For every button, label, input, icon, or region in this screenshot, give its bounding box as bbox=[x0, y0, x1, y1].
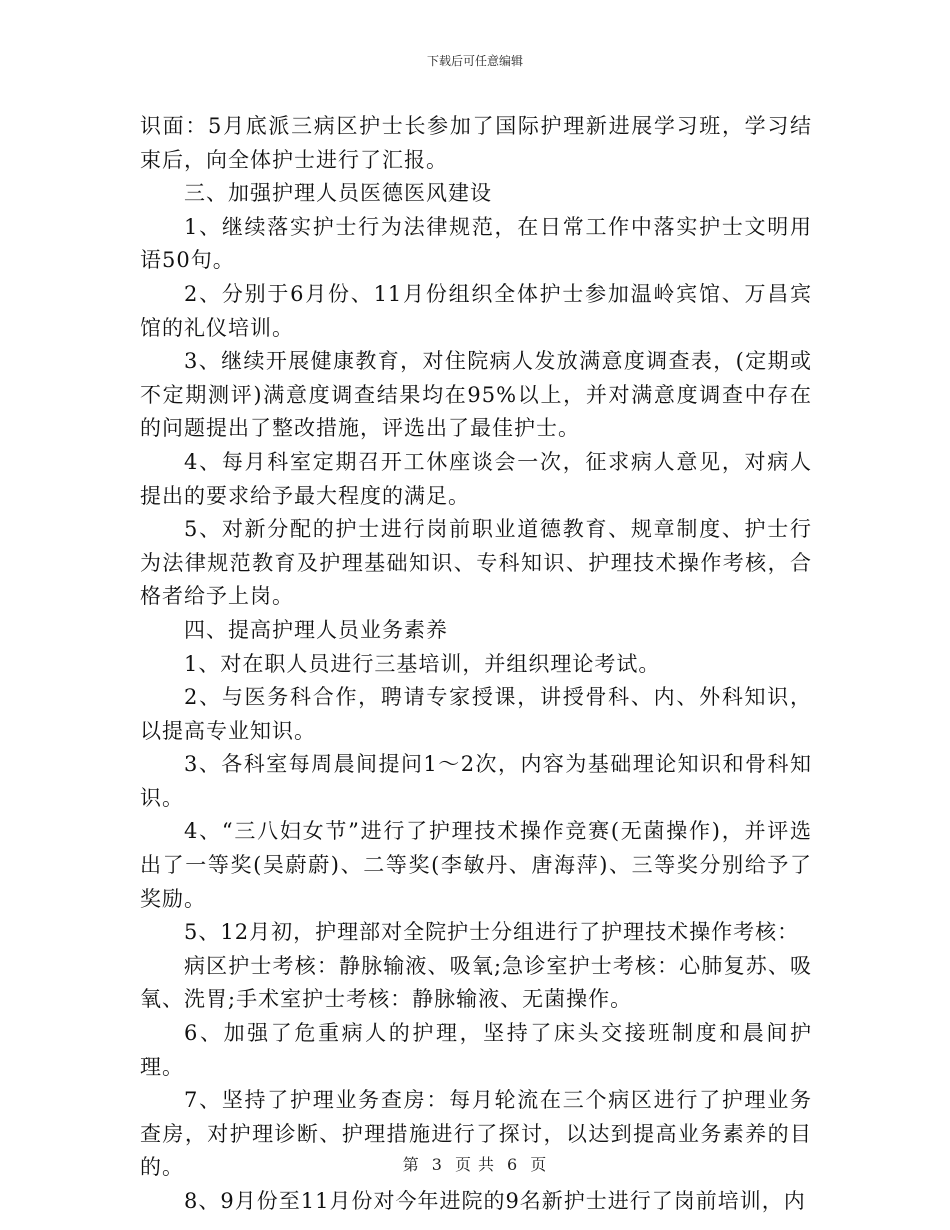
page-footer bbox=[0, 1152, 950, 1175]
total-pages-number: 6 bbox=[507, 1155, 519, 1174]
paragraph: 6、加强了危重病人的护理，坚持了床头交接班制度和晨间护理。 bbox=[140, 1021, 812, 1079]
paragraph: 4、每月科室定期召开工休座谈会一次，征求病人意见，对病人提出的要求给予最大程度的满足。 bbox=[140, 449, 812, 508]
footer-middle: 页 共 bbox=[454, 1155, 496, 1174]
document-body bbox=[140, 110, 812, 1219]
paragraph: 7、坚持了护理业务查房：每月轮流在三个病区进行了护理业务查房，对护理诊断、护理措施进行了探讨，以达到提高业务素养的目的。 bbox=[140, 1088, 812, 1180]
paragraph: 8、9月份至11月份对今年进院的9名新护士进行了岗前培训，内 bbox=[184, 1189, 806, 1213]
paragraph: 3、各科室每周晨间提问1～2次，内容为基础理论知识和骨科知识。 bbox=[140, 752, 812, 810]
paragraph: 病区护士考核：静脉输液、吸氧;急诊室护士考核：心肺复苏、吸氧、洗胃;手术室护士考核：静脉输液、无菌操作。 bbox=[140, 953, 812, 1012]
paragraph: 1、继续落实护士行为法律规范，在日常工作中落实护士文明用语50句。 bbox=[140, 214, 812, 273]
current-page-number: 3 bbox=[431, 1155, 443, 1174]
paragraph: 4、“三八妇女节”进行了护理技术操作竞赛(无菌操作)，并评选出了一等奖(吴蔚蔚)、二等奖(李敏丹、唐海萍)、三等奖分别给予了奖励。 bbox=[140, 819, 812, 911]
page-header: 下载后可任意编辑 bbox=[426, 54, 523, 68]
section-heading: 四、提高护理人员业务素养 bbox=[184, 617, 448, 642]
section-heading: 三、加强护理人员医德医风建设 bbox=[184, 181, 492, 206]
paragraph: 3、继续开展健康教育，对住院病人发放满意度调查表，(定期或不定期测评)满意度调查结果均在95%以上，并对满意度调查中存在的问题提出了整改措施，评选出了最佳护士。 bbox=[140, 349, 812, 441]
paragraph: 1、对在职人员进行三基培训，并组织理论考试。 bbox=[184, 651, 661, 676]
paragraph: 2、与医务科合作，聘请专家授课，讲授骨科、内、外科知识，以提高专业知识。 bbox=[140, 685, 812, 743]
paragraph: 识面：5月底派三病区护士长参加了国际护理新进展学习班，学习结束后，向全体护士进行了汇报。 bbox=[140, 114, 812, 172]
footer-suffix: 页 bbox=[530, 1155, 548, 1174]
footer-prefix: 第 bbox=[402, 1155, 420, 1174]
paragraph: 2、分别于6月份、11月份组织全体护士参加温岭宾馆、万昌宾馆的礼仪培训。 bbox=[140, 281, 812, 340]
paragraph: 5、12月初，护理部对全院护士分组进行了护理技术操作考核： bbox=[184, 920, 800, 945]
paragraph: 5、对新分配的护士进行岗前职业道德教育、规章制度、护士行为法律规范教育及护理基础知识、专科知识、护理技术操作考核，合格者给予上岗。 bbox=[140, 517, 812, 609]
